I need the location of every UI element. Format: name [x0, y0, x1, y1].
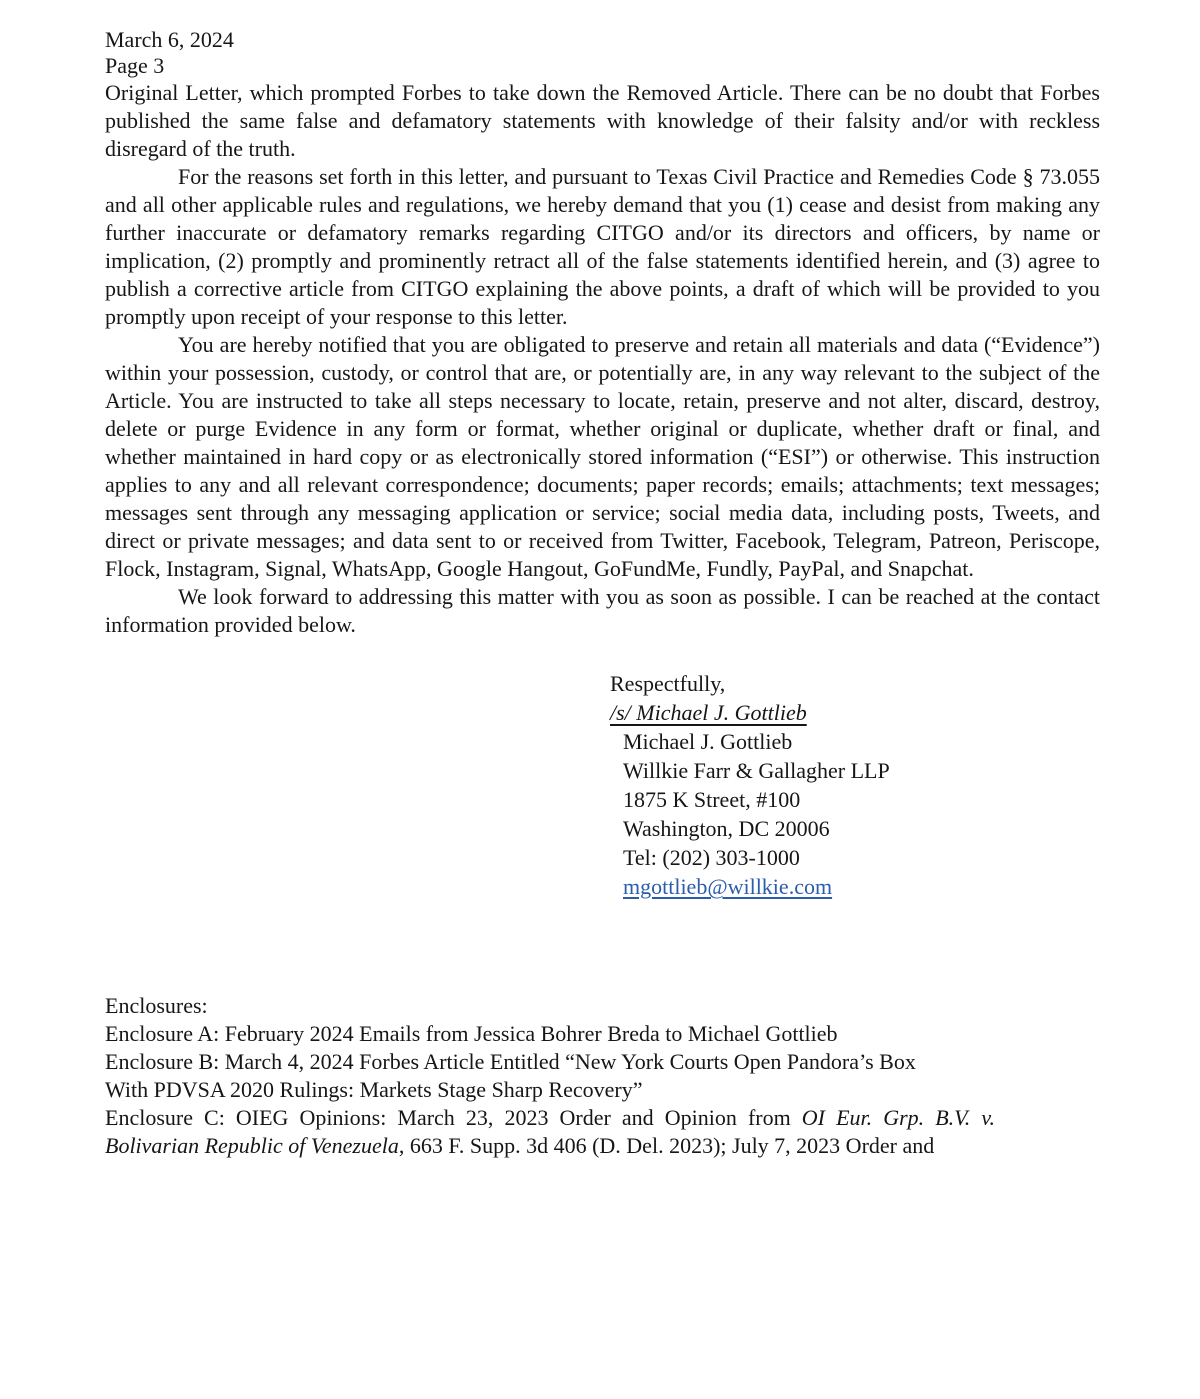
signature-closing: Respectfully,: [610, 671, 726, 696]
signer-name: Michael J. Gottlieb: [623, 729, 793, 754]
email-link[interactable]: mgottlieb@willkie.com: [623, 874, 833, 899]
enclosure-c-suffix: , 663 F. Supp. 3d 406 (D. Del. 2023); July 7, 2023 Order and: [398, 1133, 935, 1158]
header-date: March 6, 2024: [105, 27, 234, 52]
paragraph-demands: For the reasons set forth in this letter, and pursuant to Texas Civil Practice and Remedies Code § 73.055 and all other applicable rules and regulations, we hereby demand that you (1) cease and desist from making any further inaccurate or defamatory remarks regarding CITGO and/or its directors and officers, by name or implication, (2) promptly and prominently retract all of the false statements identified herein, and (3) agree to publish a corrective article from CITGO explaining the above points, a draft of which will be provided to you promptly upon receipt of your response to this letter.: [105, 164, 1100, 329]
paragraph-closing: We look forward to addressing this matter with you as soon as possible. I can be reached at the contact information provided below.: [105, 584, 1100, 637]
signer-firm: Willkie Farr & Gallagher LLP: [623, 758, 890, 783]
page-header: [105, 27, 1100, 79]
enclosure-b: [105, 1048, 995, 1104]
paragraph-preservation-notice: You are hereby notified that you are obligated to preserve and retain all materials and data (“Evidence”) within your possession, custody, or control that are, or potentially are, in any way relevant to the subject of the Article. You are instructed to take all steps necessary to locate, retain, preserve and not alter, discard, destroy, delete or purge Evidence in any form or format, whether original or duplicate, whether draft or final, and whether maintained in hard copy or as electronically stored information (“ESI”) or otherwise. This instruction applies to any and all relevant correspondence; documents; paper records; emails; attachments; text messages; messages sent through any messaging application or service; social media data, including posts, Tweets, and direct or private messages; and data sent to or received from Twitter, Facebook, Telegram, Patreon, Periscope, Flock, Instagram, Signal, WhatsApp, Google Hangout, GoFundMe, Fundly, PayPal, and Snapchat.: [105, 332, 1100, 581]
signer-street: 1875 K Street, #100: [623, 787, 801, 812]
enclosure-b-line1: Enclosure B: March 4, 2024 Forbes Article Entitled “New York Courts Open Pandora’s Box: [105, 1049, 916, 1074]
enclosures-label: Enclosures:: [105, 993, 208, 1018]
enclosure-c: [105, 1104, 995, 1160]
enclosure-a: Enclosure A: February 2024 Emails from Jessica Bohrer Breda to Michael Gottlieb: [105, 1021, 838, 1046]
signer-city: Washington, DC 20006: [623, 816, 830, 841]
conformed-signature: /s/ Michael J. Gottlieb: [610, 700, 807, 725]
enclosure-c-case-name: OI Eur. Grp. B.V. v. Bolivarian Republic of Venezuela: [105, 1105, 995, 1158]
paragraph-carryover: Original Letter, which prompted Forbes to take down the Removed Article. There can be no doubt that Forbes published the same false and defamatory statements with knowledge of their falsity and/or with reckless disregard of the truth.: [105, 80, 1100, 161]
header-page-number: Page 3: [105, 53, 165, 78]
signature-block: [610, 669, 1100, 901]
signer-phone: Tel: (202) 303-1000: [623, 845, 800, 870]
enclosure-c-prefix: Enclosure C: OIEG Opinions: March 23, 2023 Order and Opinion from: [105, 1105, 802, 1130]
enclosure-b-line2: With PDVSA 2020 Rulings: Markets Stage Sharp Recovery”: [105, 1077, 643, 1102]
